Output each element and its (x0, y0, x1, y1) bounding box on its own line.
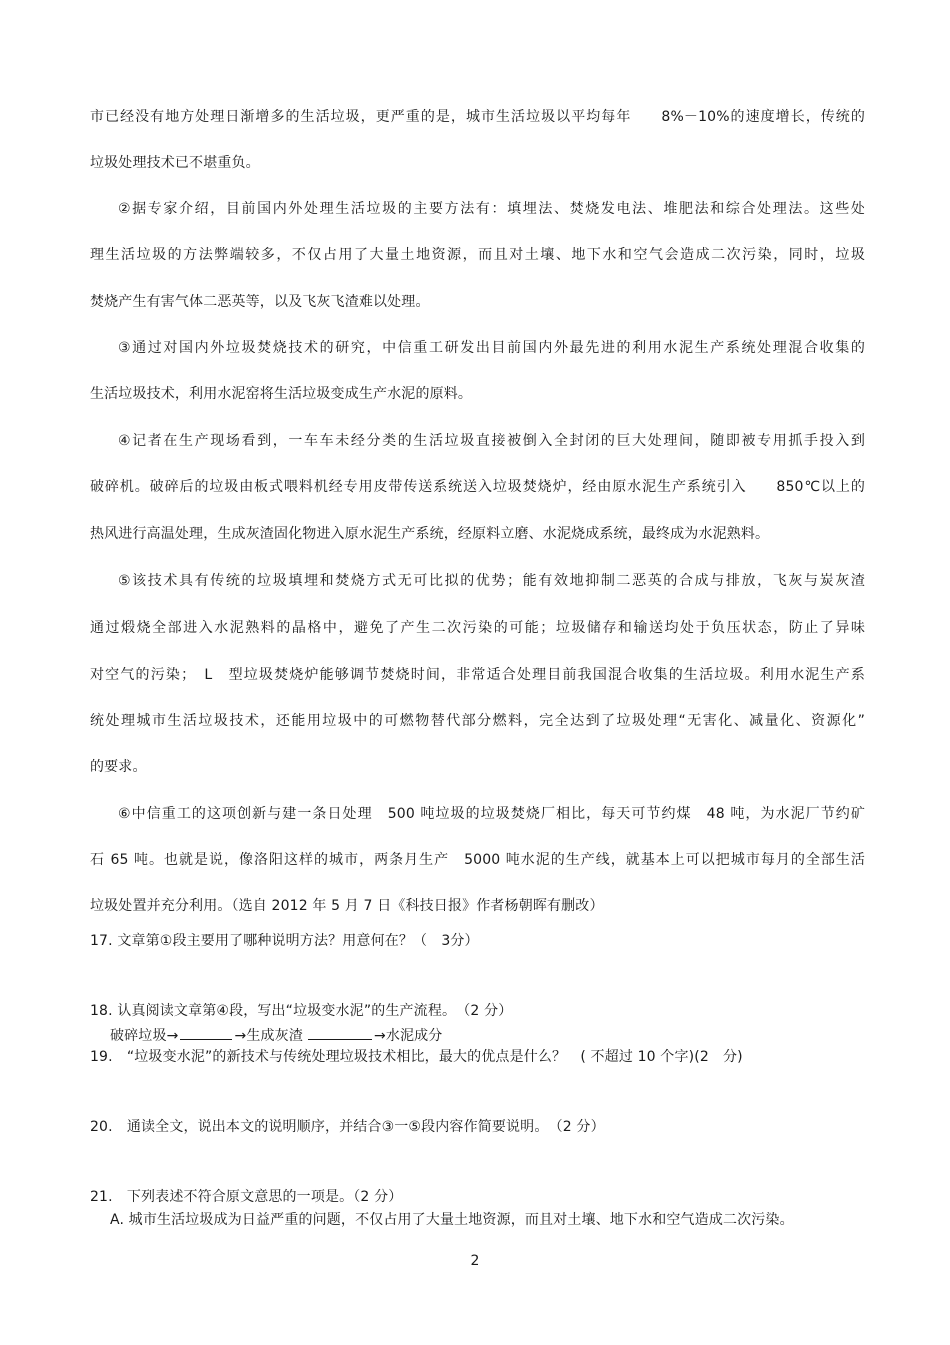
para4-line2: 破碎机。破碎后的垃圾由板式喂料机经专用皮带传送系统送入垃圾焚烧炉，经由原水泥生产系统引入 850℃以上的 (90, 479, 865, 495)
flow-step-1: 破碎垃圾→ (110, 1028, 179, 1044)
para5-line2: 通过煅烧全部进入水泥熟料的晶格中，避免了产生二次污染的可能；垃圾储存和输送均处于负压状态，防止了异味 (90, 620, 865, 636)
answer-blank-1[interactable] (180, 1025, 232, 1040)
para5-line1: ⑤该技术具有传统的垃圾填埋和焚烧方式无可比拟的优势；能有效地抑制二恶英的合成与排放，飞灰与炭灰渣 (118, 573, 865, 589)
para6-line3: 垃圾处置并充分利用。（选自 2012 年 5 月 7 日《科技日报》作者杨朝晖有删改） (90, 898, 604, 914)
answer-blank-2[interactable] (308, 1025, 372, 1040)
question-18-flow (110, 1025, 865, 1045)
para2-line1: ②据专家介绍，目前国内外处理生活垃圾的主要方法有：填埋法、焚烧发电法、堆肥法和综合处理法。这些处 (118, 201, 865, 217)
para5-line3: 对空气的污染； L 型垃圾焚烧炉能够调节焚烧时间，非常适合处理目前我国混合收集的生活垃圾。利用水泥生产系 (90, 667, 865, 683)
para3-line1: ③通过对国内外垃圾焚烧技术的研究，中信重工研发出目前国内外最先进的利用水泥生产系统处理混合收集的 (118, 340, 865, 356)
flow-step-2: →生成灰渣 (234, 1028, 303, 1044)
page-number: 2 (470, 1253, 480, 1269)
para4-line3: 热风进行高温处理，生成灰渣固化物进入原水泥生产系统，经原料立磨、水泥烧成系统，最终成为水泥熟料。 (90, 526, 770, 542)
para5-line4: 统处理城市生活垃圾技术，还能用垃圾中的可燃物替代部分燃料，完全达到了垃圾处理“无害化、减量化、资源化” (90, 713, 865, 729)
question-21: 21. 下列表述不符合原文意思的一项是。（2 分） (90, 1189, 403, 1205)
para6-line2: 石 65 吨。也就是说，像洛阳这样的城市，两条月生产 5000 吨水泥的生产线，就基本上可以把城市每月的全部生活 (90, 852, 865, 868)
flow-step-3: →水泥成分 (373, 1028, 443, 1044)
para2-line2: 理生活垃圾的方法弊端较多，不仅占用了大量土地资源，而且对土壤、地下水和空气会造成二次污染，同时，垃圾 (90, 247, 865, 263)
question-20: 20. 通读全文，说出本文的说明顺序，并结合③一⑤段内容作简要说明。 （2 分） (90, 1119, 605, 1135)
question-19: 19. “垃圾变水泥”的新技术与传统处理垃圾技术相比，最大的优点是什么？ ( 不超过 10 个字)(2 分) (90, 1049, 743, 1065)
para5-line5: 的要求。 (90, 759, 147, 775)
para3-line2: 生活垃圾技术，利用水泥窑将生活垃圾变成生产水泥的原料。 (90, 386, 473, 402)
question-21-option-a: A. 城市生活垃圾成为日益严重的问题，不仅占用了大量土地资源，而且对土壤、地下水和空气造成二次污染。 (110, 1212, 794, 1228)
question-17: 17. 文章第①段主要用了哪种说明方法？用意何在？（ 3分） (90, 933, 479, 949)
para1-line2: 垃圾处理技术已不堪重负。 (90, 155, 260, 171)
para2-line3: 焚烧产生有害气体二恶英等，以及飞灰飞渣难以处理。 (90, 294, 430, 310)
para1-line1: 市已经没有地方处理日渐增多的生活垃圾，更严重的是，城市生活垃圾以平均每年 8%－10%的速度增长，传统的 (90, 109, 865, 125)
para6-line1: ⑥中信重工的这项创新与建一条日处理 500 吨垃圾的垃圾焚烧厂相比，每天可节约煤 48 吨，为水泥厂节约矿 (118, 806, 865, 822)
para4-line1: ④记者在生产现场看到，一车车未经分类的生活垃圾直接被倒入全封闭的巨大处理间，随即被专用抓手投入到 (118, 433, 865, 449)
question-18: 18. 认真阅读文章第④段，写出“垃圾变水泥”的生产流程。 （2 分） (90, 1003, 513, 1019)
